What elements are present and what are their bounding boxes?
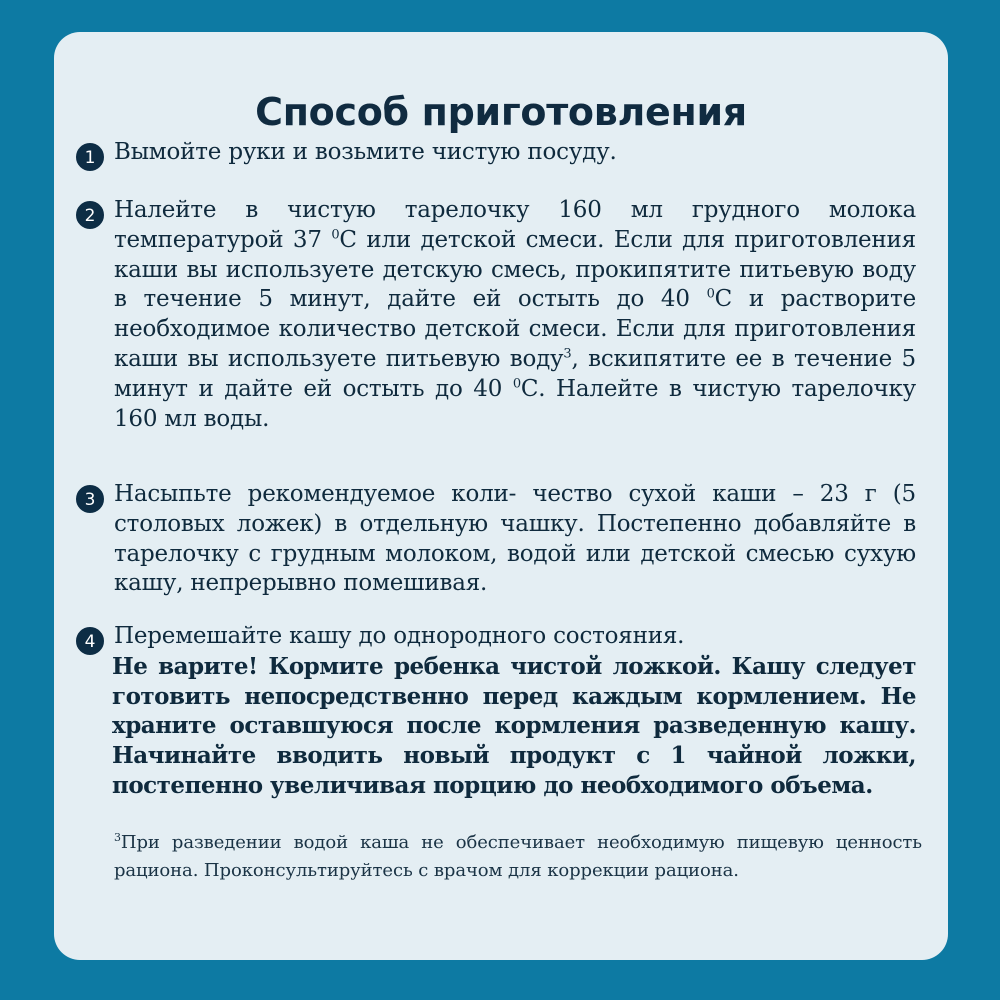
step-text-part: С или детской смеси. Если для приготовления каши вы используете детскую смесь, прокипятите питьевую воду в течение 5 минут, дайте ей остыть до 40 xyxy=(114,226,916,313)
instruction-card xyxy=(54,32,948,960)
step-3 xyxy=(76,480,916,599)
step-text: Вымойте руки и возьмите чистую посуду. xyxy=(114,139,617,165)
degree-mark: 0 xyxy=(706,286,715,302)
step-text xyxy=(114,196,916,434)
step-text-part: Налейте в чистую тарелочку 160 мл грудного молока температурой 37 xyxy=(114,197,916,253)
footnote-marker: 3 xyxy=(114,831,121,844)
step-number-badge: 2 xyxy=(76,201,104,229)
degree-mark: 0 xyxy=(331,227,340,243)
page-title: Способ приготовления xyxy=(255,90,747,134)
step-text: Насыпьте рекомендуемое коли- чество сухой каши – 23 г (5 столовых ложек) в отдельную чашку. Постепенно добавляйте в тарелочку с грудным молоком, водой или детской смесью сухую кашу, непрерывно помешивая. xyxy=(114,481,916,597)
step-4 xyxy=(76,622,916,801)
step-text-part: С. Налейте в чистую тарелочку 160 мл воды. xyxy=(114,375,917,432)
footnote-text: При разведении водой каша не обеспечивает необходимую пищевую ценность рациона. Проконсультируйтесь с врачом для коррекции рациона. xyxy=(114,832,922,881)
step-2 xyxy=(76,196,916,434)
step-text-part: , вскипятите ее в течение 5 минут и дайте ей остыть до 40 xyxy=(114,345,916,402)
degree-mark: 0 xyxy=(512,376,521,392)
step-text xyxy=(114,622,916,801)
step-1 xyxy=(76,138,916,168)
step-text-part: Перемешайте кашу до однородного состояния. xyxy=(114,623,685,649)
footnote xyxy=(114,829,922,885)
warning-text: Не варите! Кормите ребенка чистой ложкой. Кашу следует готовить непосредственно перед каждым кормлением. Не храните оставшуюся после кормления разведенную кашу. Начинайте вводить новый продукт с 1 чайной ложки, постепенно увеличивая порцию до необходимого объема. xyxy=(112,652,916,799)
step-number-badge: 4 xyxy=(76,627,104,655)
step-text-part: С и растворите необходимое количество детской смеси. Если для приготовления каши вы используете питьевую воду xyxy=(114,286,916,372)
footnote-reference: 3 xyxy=(563,346,572,362)
step-number-badge: 1 xyxy=(76,143,104,171)
step-number-badge: 3 xyxy=(76,485,104,513)
